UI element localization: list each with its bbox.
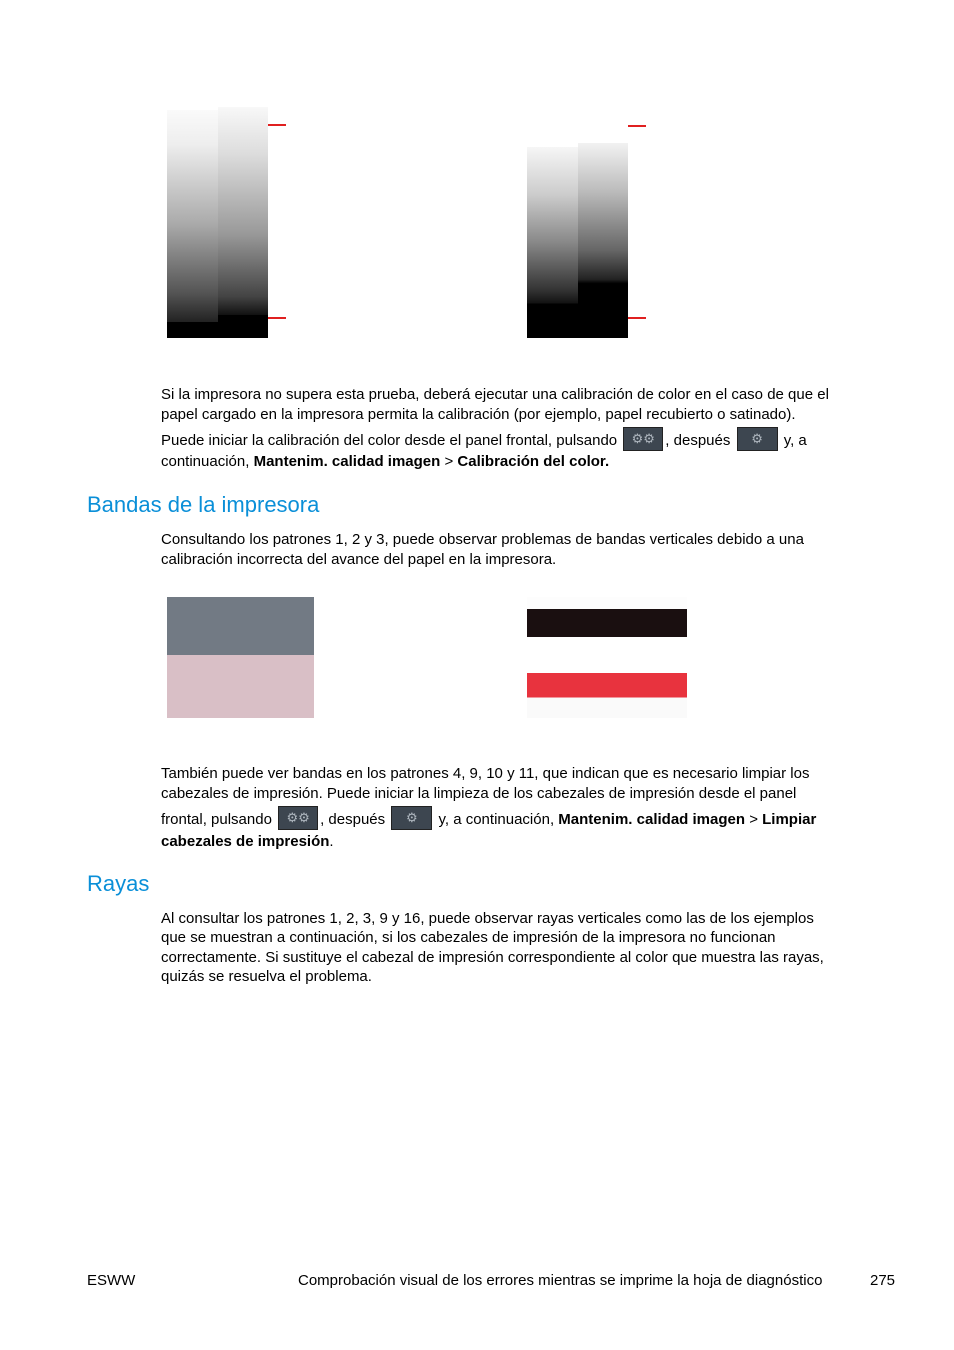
menu-path: Calibración del color. xyxy=(457,453,610,470)
text: frontal, pulsando xyxy=(161,810,272,828)
page-number: 275 xyxy=(870,1272,896,1289)
paragraph-line xyxy=(161,808,816,832)
paragraph-line: papel cargado en la impresora permita la calibración (por ejemplo, papel recubierto o satinado). xyxy=(161,406,796,423)
paragraph-line xyxy=(161,833,334,851)
gear-icon: ⚙ xyxy=(737,427,778,451)
text: y, a xyxy=(783,431,807,449)
red-marker xyxy=(628,125,646,127)
gray-ramp-left-a xyxy=(167,110,218,338)
red-marker xyxy=(628,317,646,319)
paragraph-line: Al consultar los patrones 1, 2, 3, 9 y 16, puede observar rayas verticales como las de los ejemplos xyxy=(161,910,814,927)
text: , después xyxy=(665,431,731,449)
settings-gears-icon: ⚙⚙ xyxy=(278,806,318,830)
text: . xyxy=(329,833,334,850)
menu-path: Mantenim. calidad imagen xyxy=(558,810,746,828)
menu-path: Mantenim. calidad imagen xyxy=(253,453,441,470)
paragraph-line: que se muestran a continuación, si los cabezales de impresión de la impresora no funcionan xyxy=(161,929,776,946)
menu-path: cabezales de impresión xyxy=(161,833,330,850)
paragraph-line: quizás se resuelva el problema. xyxy=(161,968,372,985)
paragraph-line: correctamente. Si sustituye el cabezal de impresión correspondiente al color que muestra las rayas, xyxy=(161,949,824,966)
text: y, a continuación, xyxy=(438,810,555,828)
text: > xyxy=(749,810,758,828)
footer-left: ESWW xyxy=(87,1272,136,1289)
settings-gears-icon: ⚙⚙ xyxy=(623,427,663,451)
red-marker xyxy=(268,124,286,126)
text: > xyxy=(444,453,454,470)
red-marker xyxy=(268,317,286,319)
footer-title: Comprobación visual de los errores mientras se imprime la hoja de diagnóstico xyxy=(298,1272,823,1289)
gray-ramp-left-b xyxy=(218,107,268,338)
text: Puede iniciar la calibración del color desde el panel frontal, pulsando xyxy=(161,431,618,449)
text: continuación, xyxy=(161,453,250,470)
section-heading: Rayas xyxy=(87,871,150,896)
paragraph-line: Consultando los patrones 1, 2 y 3, puede observar problemas de bandas verticales debido a una xyxy=(161,531,804,548)
gray-ramp-right-a xyxy=(527,147,578,338)
banding-sample-black-red xyxy=(527,597,687,718)
paragraph-line xyxy=(161,429,807,453)
banding-sample-gray-pink xyxy=(167,597,314,718)
paragraph-line: También puede ver bandas en los patrones 4, 9, 10 y 11, que indican que es necesario limpiar los xyxy=(161,765,810,782)
gear-icon: ⚙ xyxy=(391,806,432,830)
section-heading: Bandas de la impresora xyxy=(87,492,320,517)
text: , después xyxy=(320,810,386,828)
paragraph-line: calibración incorrecta del avance del papel en la impresora. xyxy=(161,551,557,568)
gray-ramp-right-b xyxy=(578,143,628,338)
paragraph-line: cabezales de impresión. Puede iniciar la limpieza de los cabezales de impresión desde el panel xyxy=(161,785,797,802)
menu-path: Limpiar xyxy=(762,810,817,828)
paragraph-line: Si la impresora no supera esta prueba, deberá ejecutar una calibración de color en el caso de que el xyxy=(161,386,829,403)
paragraph-line xyxy=(161,453,609,471)
